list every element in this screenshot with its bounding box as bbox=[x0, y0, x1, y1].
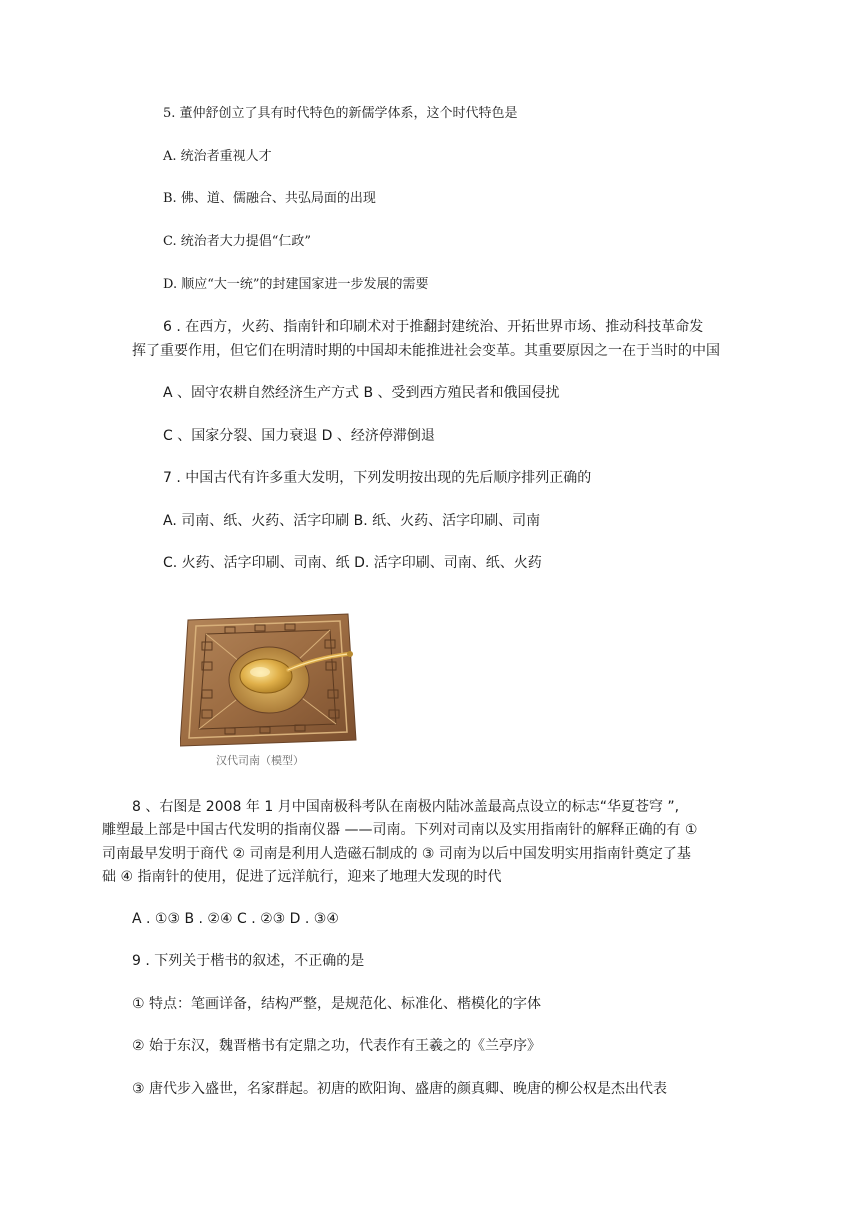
q7-options-line1: A. 司南、纸、火药、活字印刷 B. 纸、火药、活字印刷、司南 bbox=[163, 513, 541, 529]
q9-item-3: ③ 唐代步入盛世，名家群起。初唐的欧阳询、盛唐的颜真卿、晚唐的柳公权是杰出代表 bbox=[132, 1081, 667, 1097]
q7-options-line2: C. 火药、活字印刷、司南、纸 D. 活字印刷、司南、纸、火药 bbox=[163, 555, 542, 571]
q8-options: A . ①③ B . ②④ C . ②③ D . ③④ bbox=[132, 911, 339, 927]
q9-item-2: ② 始于东汉，魏晋楷书有定鼎之功，代表作有王羲之的《兰亭序》 bbox=[132, 1038, 541, 1054]
q9-stem: 9 . 下列关于楷书的叙述，不正确的是 bbox=[132, 953, 365, 969]
q9-item-1: ① 特点：笔画详备，结构严整，是规范化、标准化、楷模化的字体 bbox=[132, 996, 541, 1012]
q8-line4: 础 ④ 指南针的使用，促进了远洋航行，迎来了地理大发现的时代 bbox=[102, 869, 502, 885]
q5-option-d: D. 顺应“大一统”的封建国家进一步发展的需要 bbox=[163, 277, 429, 292]
q6-stem-line2: 挥了重要作用，但它们在明清时期的中国却未能推进社会变革。其重要原因之一在于当时的中国 bbox=[132, 343, 720, 359]
q8-line2: 雕塑最上部是中国古代发明的指南仪器 ——司南。下列对司南以及实用指南针的解释正确的有 ① bbox=[102, 822, 698, 838]
q8-line1: 8 、右图是 2008 年 1 月中国南极科考队在南极内陆冰盖最高点设立的标志“华夏苍穹 ”, bbox=[132, 799, 680, 815]
q5-option-a: A. 统治者重视人才 bbox=[163, 149, 272, 164]
sinan-figure bbox=[180, 612, 360, 772]
q6-options-line2: C 、国家分裂、国力衰退 D 、经济停滞倒退 bbox=[163, 428, 435, 444]
q7-stem: 7 . 中国古代有许多重大发明，下列发明按出现的先后顺序排列正确的 bbox=[163, 470, 592, 486]
figure-caption: 汉代司南（模型） bbox=[216, 754, 304, 767]
sinan-image bbox=[180, 612, 360, 747]
q5-option-c: C. 统治者大力提倡“仁政” bbox=[163, 234, 312, 249]
q5-stem: 5. 董仲舒创立了具有时代特色的新儒学体系，这个时代特色是 bbox=[163, 106, 518, 121]
q5-option-b: B. 佛、道、儒融合、共弘局面的出现 bbox=[163, 191, 376, 206]
q8-line3: 司南最早发明于商代 ② 司南是利用人造磁石制成的 ③ 司南为以后中国发明实用指南针奠定了基 bbox=[102, 846, 691, 862]
q6-options-line1: A 、固守农耕自然经济生产方式 B 、受到西方殖民者和俄国侵扰 bbox=[163, 385, 560, 401]
q6-stem-line1: 6 . 在西方，火药、指南针和印刷术对于推翻封建统治、开拓世界市场、推动科技革命发 bbox=[163, 319, 704, 335]
